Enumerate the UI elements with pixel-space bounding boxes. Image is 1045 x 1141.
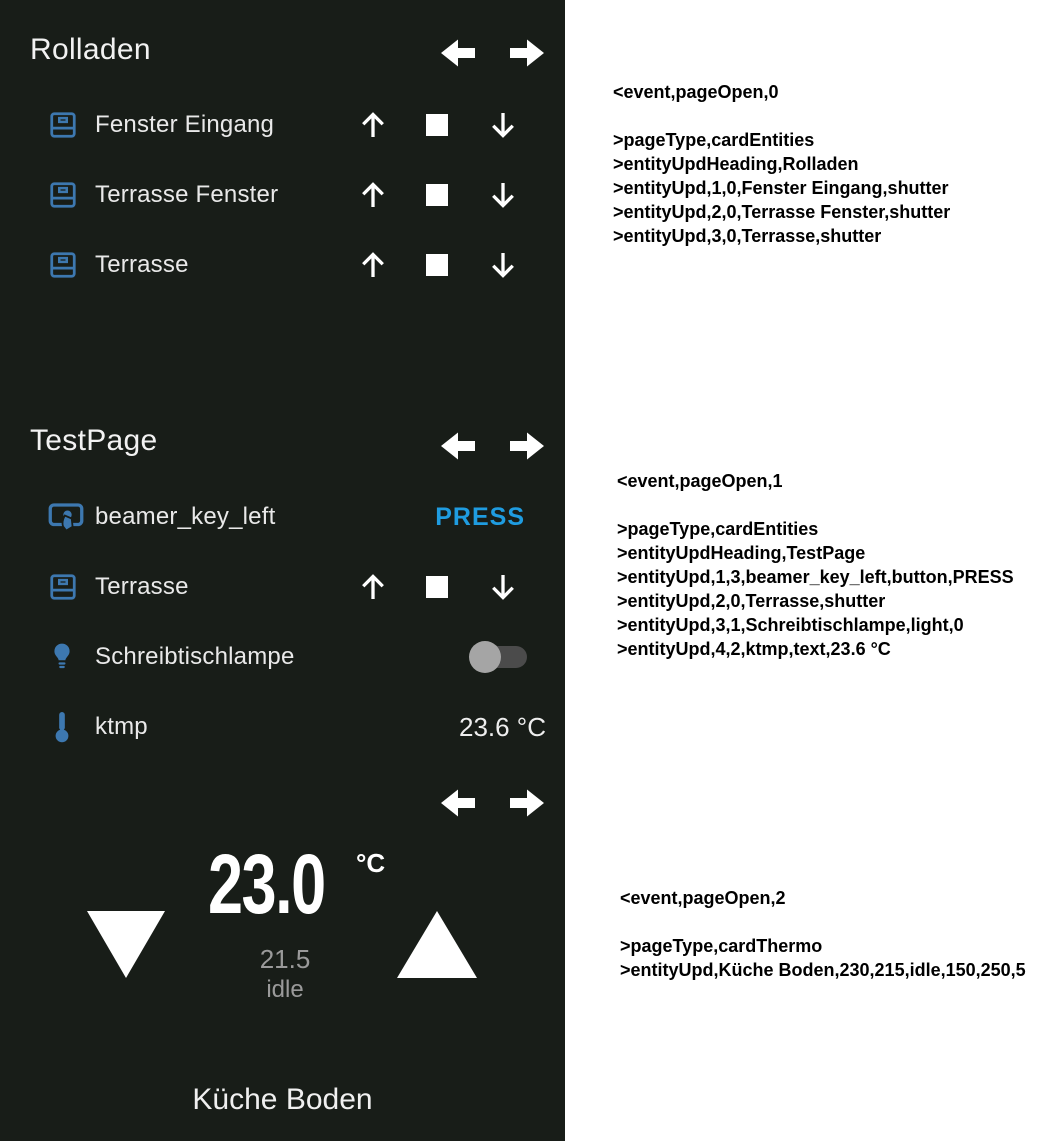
sensor-value: 23.6 °C — [458, 711, 546, 742]
thermostat-name: Küche Boden — [192, 1083, 373, 1116]
page-prev-icon[interactable] — [441, 39, 475, 67]
log-line — [613, 104, 950, 128]
page-next-icon[interactable] — [510, 432, 544, 460]
entity-label: Terrasse Fenster — [95, 181, 279, 208]
window-shutter-icon — [48, 250, 78, 280]
entity-label: Schreibtischlampe — [95, 643, 295, 670]
log-line: >pageType,cardThermo — [620, 936, 823, 956]
window-shutter-icon — [48, 110, 78, 140]
shutter-up-icon[interactable] — [355, 107, 391, 143]
log-line: >entityUpd,2,0,Terrasse Fenster,shutter — [613, 202, 951, 222]
thermometer-icon — [54, 711, 70, 743]
shutter-down-icon[interactable] — [485, 569, 521, 605]
entity-label: Terrasse — [95, 251, 189, 278]
shutter-stop-icon[interactable] — [426, 184, 448, 206]
light-row — [0, 622, 565, 692]
shutter-down-icon[interactable] — [485, 177, 521, 213]
entity-label: beamer_key_left — [95, 503, 276, 530]
card-testpage — [0, 390, 565, 770]
entity-label: Terrasse — [95, 573, 189, 600]
shutter-row — [0, 90, 565, 160]
gesture-tap-button-icon — [48, 501, 84, 533]
press-button[interactable]: PRESS — [435, 502, 525, 531]
button-row — [0, 482, 565, 552]
log-line: >pageType,cardEntities — [617, 519, 819, 539]
log-line: >pageType,cardEntities — [613, 130, 815, 150]
log-line: >entityUpdHeading,TestPage — [617, 543, 866, 563]
window-shutter-icon — [48, 180, 78, 210]
log-line: >entityUpd,3,0,Terrasse,shutter — [613, 226, 882, 246]
log-block-page2 — [620, 886, 1026, 982]
shutter-up-icon[interactable] — [355, 569, 391, 605]
shutter-stop-icon[interactable] — [426, 576, 448, 598]
shutter-down-icon[interactable] — [485, 107, 521, 143]
toggle-knob — [469, 641, 501, 673]
shutter-up-icon[interactable] — [355, 177, 391, 213]
shutter-row — [0, 230, 565, 300]
temp-decrease-button[interactable] — [87, 911, 165, 978]
log-line: >entityUpd,4,2,ktmp,text,23.6 °C — [617, 639, 891, 659]
card-rolladen — [0, 0, 565, 390]
log-line: <event,pageOpen,0 — [613, 82, 779, 102]
entity-label: Fenster Eingang — [95, 111, 275, 138]
hvac-state: idle — [266, 976, 304, 1003]
shutter-up-icon[interactable] — [355, 247, 391, 283]
log-block-page1 — [617, 469, 1014, 661]
page-title: TestPage — [30, 424, 158, 457]
page-prev-icon[interactable] — [441, 789, 475, 817]
shutter-stop-icon[interactable] — [426, 254, 448, 276]
log-line: <event,pageOpen,1 — [617, 471, 783, 491]
page-prev-icon[interactable] — [441, 432, 475, 460]
log-line: >entityUpd,1,3,beamer_key_left,button,PRESS — [617, 567, 1014, 587]
text-row — [0, 692, 565, 762]
log-line — [617, 493, 1014, 517]
window-shutter-icon — [48, 572, 78, 602]
log-line: >entityUpd,Küche Boden,230,215,idle,150,250,5 — [620, 960, 1026, 980]
log-line: >entityUpd,3,1,Schreibtischlampe,light,0 — [617, 615, 964, 635]
log-line: >entityUpdHeading,Rolladen — [613, 154, 859, 174]
target-temperature: 21.5 — [259, 944, 311, 974]
lightbulb-icon — [48, 641, 76, 673]
temp-increase-button[interactable] — [397, 911, 477, 978]
shutter-row — [0, 552, 565, 622]
shutter-stop-icon[interactable] — [426, 114, 448, 136]
log-line: >entityUpd,2,0,Terrasse,shutter — [617, 591, 886, 611]
shutter-row — [0, 160, 565, 230]
page-next-icon[interactable] — [510, 39, 544, 67]
light-toggle[interactable] — [469, 641, 528, 673]
log-block-page0 — [613, 80, 950, 248]
temperature-unit: °C — [356, 848, 386, 878]
page-title: Rolladen — [30, 33, 151, 66]
page-next-icon[interactable] — [510, 789, 544, 817]
entity-label: ktmp — [95, 713, 148, 740]
log-line: >entityUpd,1,0,Fenster Eingang,shutter — [613, 178, 949, 198]
current-temperature: 23.0 — [208, 837, 325, 931]
log-line: <event,pageOpen,2 — [620, 888, 786, 908]
shutter-down-icon[interactable] — [485, 247, 521, 283]
log-line — [620, 910, 1026, 934]
